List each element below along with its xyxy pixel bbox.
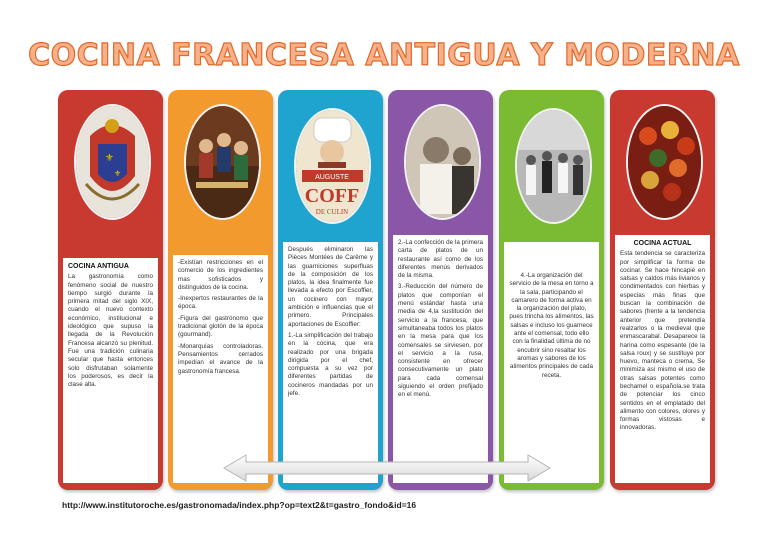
column-cocina-antigua [58, 90, 163, 490]
column-restrictions [168, 90, 273, 490]
column-paragraph: 3.-Reducción del número de platos que componían el menú estándar hasta una media de 4,la sustitución del servicio a la francesa, que simultaneaba todos los platos en la mesa para que los comensales se sirviesen, por el servicio a la rusa, consistente en ofrecer consecutivamente un plato para cada comensal siguiendo el orden prefijado en el menú. [398, 283, 483, 399]
ratatouille-dish-image [626, 104, 703, 220]
portrait-label: AUGUSTE [315, 174, 349, 181]
column-paragraph: La gastronomía como fenómeno social de nuestro tiempo surgió durante la primera mitad del siglo XIX, cuando el nuevo contexto económico, institucional e ideológico que supuso la llegada de la Revolución Francesa alcanzó su plenitud. Fue una tradición culinaria secular que hasta entonces solo disfrutaban solamente los poderosos, es decir la clase alta. [68, 273, 153, 389]
column-paragraph: Esta tendencia se caracteriza por simplificar la forma de cocinar. Se hace hincapié en salsas y caldos más livianos y condimentados con hierbas y especias más finas que buscan la combinación de sabores (frente a la tendencia anterior que pretendía realzarlos o la medieval que enmascarabal. Desaparece la harina como espesante (de la salsa roux) y se sustituye por huevo, manteca o crema. Se minimiza así mismo el uso de otras salsas potentes como bechamel o española.se trata de potenciar los cinco sentidos en el emplatado del alimento con colores, olores y formas vistosas e innovadoras. [620, 250, 705, 432]
column-heading: COCINA ANTIGUA [68, 263, 129, 270]
column-text-panel [173, 255, 268, 483]
portrait-label: COFF [304, 185, 360, 207]
column-text-panel [393, 235, 488, 483]
column-paragraph: -Inexpertos restaurantes de la época. [178, 295, 263, 311]
column-text-panel [615, 235, 710, 483]
column-paragraph: -Existían restricciones en el comercio de los ingredientes mas sofisticados y distinguidos de la cocina. [178, 259, 263, 291]
historical-painting-image [184, 104, 261, 220]
column-text-panel [63, 258, 158, 483]
svg-text:⚜: ⚜ [114, 169, 122, 178]
column-text-panel [283, 242, 378, 483]
column-paragraph: -Monarquías controladoras. Pensamientos cerrados impedían el avance de la gastronomía francesa. [178, 342, 263, 375]
column-escoffier [278, 90, 383, 490]
double-arrow-icon [222, 453, 552, 483]
column-service [499, 90, 604, 490]
column-paragraph: 4.-La organización del servicio de la mesa en torno a la sala, participando el camarero de forma activa en la organización del plato, pues trincha los alimentos, las salsas e incluso los guarnece ante el comensal, todo ello con la finalidad última de no encubrir sino resaltar los aromas y sabores de los alimentos principales de cada receta. [509, 272, 594, 379]
column-cocina-actual [610, 90, 715, 490]
column-paragraph: 2.-La confección de la primera carta de platos de un restaurante así como de los diferentes menús derivados de la misma. [398, 239, 483, 280]
source-url: http://www.institutoroche.es/gastronomada/index.php?op=text2&t=gastro_fondo&id=16 [62, 500, 417, 510]
column-menu [388, 90, 493, 490]
svg-text:⚜: ⚜ [105, 153, 114, 164]
column-paragraph: 1.-La simplificación del trabajo en la cocina, que era realizado por una brigada dirigida por el chef, compuesta a su vez por diferentes partidas de cocineros mandadas por un jefe. [288, 331, 373, 398]
portrait-label: DE CULIN [315, 208, 349, 216]
coat-of-arms-image [74, 104, 151, 220]
column-heading: COCINA ACTUAL [633, 240, 692, 247]
column-text-panel [504, 242, 599, 483]
column-paragraph: Después eliminaron las Pièces Montées de Carême y las guarniciones superfluas de la composición de los platos, la idea finalmente fue llevada a efecto por Escoffier, un cocinero con mayor ambición e influencias que el primero. Principales aportaciones de Escoffier: [288, 246, 373, 328]
column-paragraph: -Figura del gastrónomo que tradicional glotón de la época (gourmand). [178, 314, 263, 339]
chef-photo-image [404, 104, 481, 220]
restaurant-staff-photo-image [515, 108, 592, 224]
page-title: COCINA FRANCESA ANTIGUA Y MODERNA [28, 38, 740, 73]
escoffier-portrait-image [294, 108, 371, 224]
